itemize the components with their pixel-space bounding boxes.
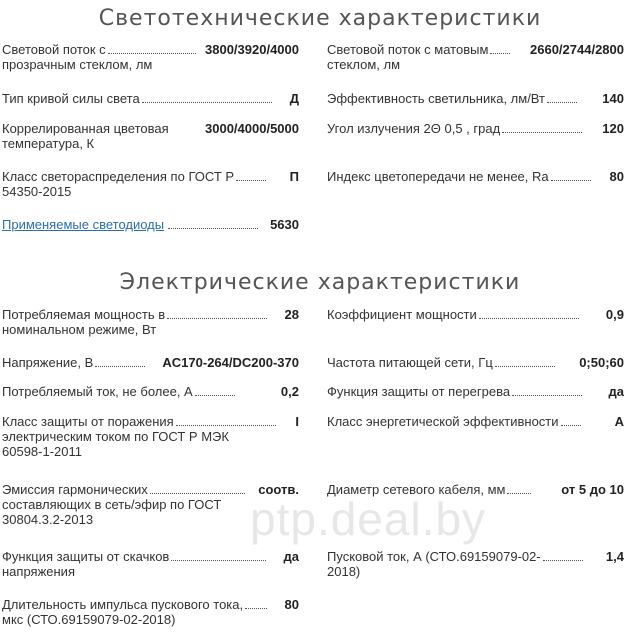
spec-inrush-pulse-duration [2, 597, 299, 627]
spec-label-cont: 54350-2015 [2, 184, 72, 199]
spec-label: Частота питающей сети, Гц [327, 355, 493, 370]
spec-value: 28 [284, 307, 299, 322]
spec-value: да [608, 384, 624, 399]
spec-value: 80 [609, 169, 624, 184]
spec-label: Эффективность светильника, лм/Вт [327, 91, 545, 106]
spec-label: Длительность импульса пускового тока, [2, 597, 244, 612]
spec-label: Класс защиты от поражения [2, 414, 174, 429]
spec-supply-frequency [327, 355, 624, 370]
spec-label-cont: 60598-1-2011 [2, 444, 82, 459]
spec-label: Тип кривой силы света [2, 91, 140, 106]
spec-value: 0;50;60 [579, 355, 624, 370]
dot-leader [490, 42, 510, 54]
spec-label-cont: составляющих в сеть/эфир по ГОСТ [2, 497, 222, 512]
spec-label: Коэффициент мощности [327, 307, 477, 322]
spec-label-cont: 30804.3.2-2013 [2, 512, 94, 527]
spec-label: Класс светораспределения по ГОСТ Р [2, 169, 235, 184]
dot-leader [547, 91, 577, 103]
spec-label: Диаметр сетевого кабеля, мм [327, 482, 506, 497]
spec-cable-diameter [327, 482, 624, 497]
spec-value: A [614, 414, 624, 429]
dot-leader [168, 217, 258, 229]
dot-leader [195, 384, 235, 396]
spec-label: Функция защиты от скачков [2, 549, 170, 564]
spec-light-distribution-class [2, 169, 299, 199]
spec-voltage [2, 355, 299, 370]
spec-label-cont: 2018) [327, 564, 361, 579]
spec-value: П [289, 169, 299, 184]
spec-value: 5630 [270, 217, 299, 232]
spec-label-cont: стеклом, лм [327, 57, 401, 72]
spec-value: 80 [284, 597, 299, 612]
dot-leader [108, 42, 196, 54]
spec-label: Потребляемый ток, не более, А [2, 384, 193, 399]
spec-leds-used [2, 217, 299, 232]
spec-label: Пусковой ток, А (СТО.69159079-02- [327, 549, 541, 564]
spec-value: 3800/3920/4000 [205, 42, 299, 57]
spec-luminaire-efficiency [327, 91, 624, 106]
spec-label-cont: прозрачным стеклом, лм [2, 57, 153, 72]
spec-label: Функция защиты от перегрева [327, 384, 511, 399]
dot-leader [171, 549, 266, 561]
spec-label-cont: напряжения [2, 564, 75, 579]
spec-label: Напряжение, В [2, 355, 94, 370]
electrical-section-title: Электрические характеристики [119, 270, 521, 295]
dot-leader [502, 121, 582, 133]
leds-used-link[interactable]: Применяемые светодиоды [2, 217, 165, 232]
spec-electric-shock-class [2, 414, 299, 459]
spec-light-curve-type [2, 91, 299, 106]
spec-label: Класс энергетической эффективности [327, 414, 559, 429]
spec-value: 120 [602, 121, 624, 136]
spec-value: соотв. [258, 482, 299, 497]
spec-value: 0,2 [280, 384, 299, 399]
spec-surge-protection [2, 549, 299, 579]
spec-value: 3000/4000/5000 [205, 121, 299, 136]
spec-color-temperature [2, 121, 299, 151]
dot-leader [551, 169, 591, 181]
dot-leader [495, 355, 555, 367]
spec-label-cont: электрическим током по ГОСТ Р МЭК [2, 429, 229, 444]
spec-beam-angle [327, 121, 624, 136]
dot-leader [95, 355, 145, 367]
spec-label-cont: температура, К [2, 136, 95, 151]
dot-leader [245, 597, 267, 609]
spec-label: Потребляемая мощность в [2, 307, 166, 322]
spec-value: от 5 до 10 [561, 482, 624, 497]
dot-leader [236, 169, 266, 181]
spec-label-cont: номинальном режиме, Вт [2, 322, 157, 337]
dot-leader [142, 91, 272, 103]
spec-label: Индекс цветопередачи не менее, Ra [327, 169, 549, 184]
spec-value: 140 [602, 91, 624, 106]
spec-label: Световой поток с [2, 42, 106, 57]
spec-inrush-current [327, 549, 624, 579]
spec-label: Световой поток с матовым [327, 42, 489, 57]
spec-value: да [283, 549, 299, 564]
spec-color-rendering-index [327, 169, 624, 184]
spec-label-cont: мкс (СТО.69159079-02-2018) [2, 612, 176, 627]
spec-label: Угол излучения 2Θ 0,5 , град [327, 121, 501, 136]
spec-value: Д [289, 91, 299, 106]
dot-leader [543, 549, 583, 561]
spec-value: 1,4 [605, 549, 624, 564]
spec-current-consumption [2, 384, 299, 399]
spec-power-factor [327, 307, 624, 322]
dot-leader [176, 414, 276, 426]
light-section-title: Светотехнические характеристики [98, 6, 542, 31]
spec-harmonic-emission [2, 482, 299, 527]
spec-value: 0,9 [605, 307, 624, 322]
dot-leader [512, 384, 582, 396]
watermark: ptp.deal.by [250, 493, 487, 545]
spec-value: 2660/2744/2800 [530, 42, 624, 57]
spec-overheat-protection [327, 384, 624, 399]
dot-leader [167, 307, 267, 319]
spec-luminous-flux-matte [327, 42, 624, 72]
spec-value: I [295, 414, 299, 429]
dot-leader [561, 414, 581, 426]
spec-value: AC170-264/DC200-370 [162, 355, 299, 370]
spec-luminous-flux-clear [2, 42, 299, 72]
dot-leader [150, 482, 245, 494]
dot-leader [507, 482, 531, 494]
dot-leader [479, 307, 579, 319]
spec-energy-efficiency-class [327, 414, 624, 429]
spec-label: Эмиссия гармонических [2, 482, 148, 497]
spec-rated-power [2, 307, 299, 337]
spec-label: Коррелированная цветовая [2, 121, 169, 136]
